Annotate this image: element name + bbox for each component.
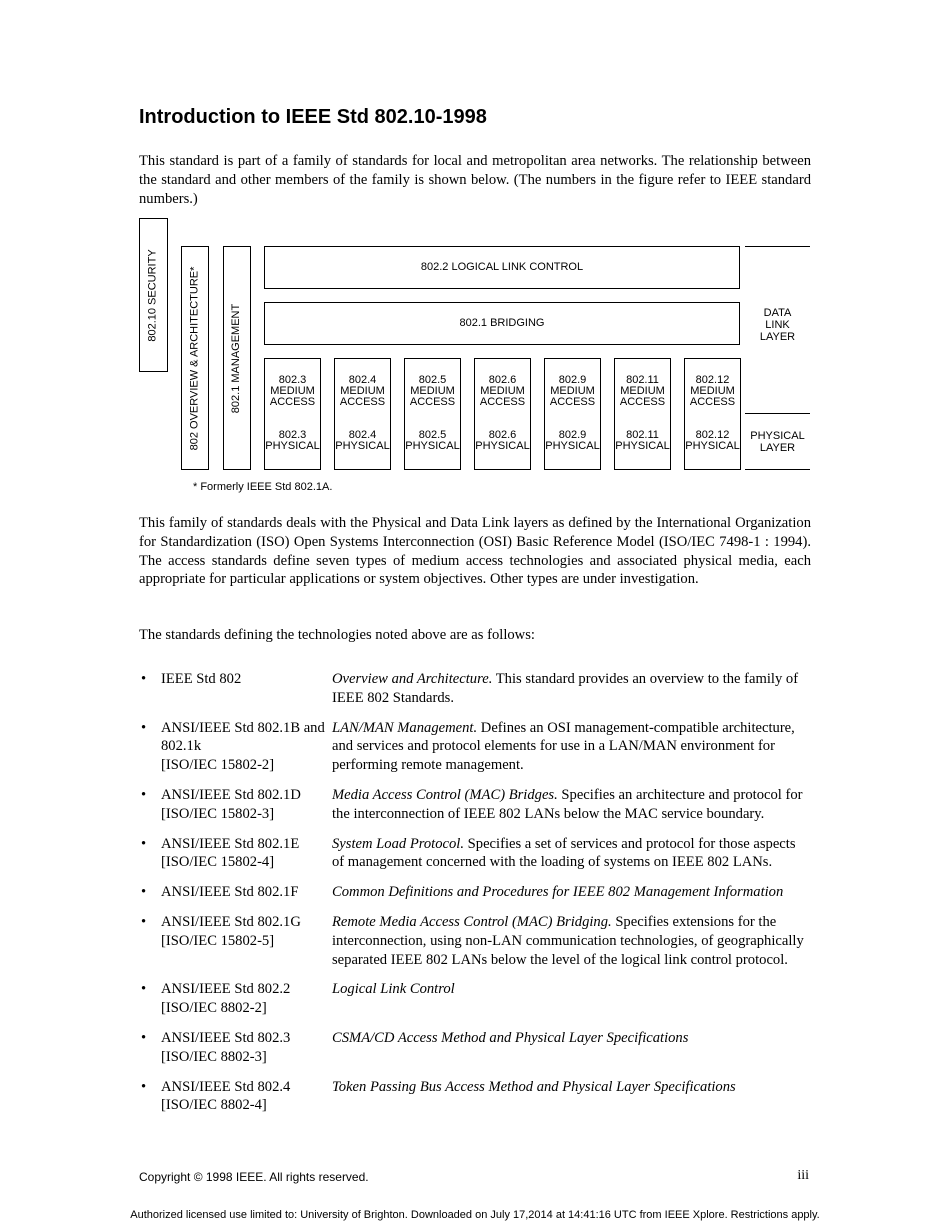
bridging-label: 802.1 BRIDGING (459, 317, 545, 329)
layer-divider-bottom (745, 469, 810, 470)
list-item (139, 980, 811, 1018)
overview-label: 802 OVERVIEW & ARCHITECTURE* (188, 266, 201, 450)
cell-802-3 (264, 358, 321, 470)
management-label: 802.1 MANAGEMENT (230, 303, 243, 413)
data-link-layer-label: DATA LINK LAYER (759, 307, 796, 343)
cell-medium-access: MEDIUM ACCESS (409, 385, 456, 408)
standard-name: ANSI/IEEE Std 802.1E [ISO/IEC 15802-4] (161, 835, 300, 871)
standard-name: ANSI/IEEE Std 802.2 [ISO/IEC 8802-2] (161, 981, 291, 1017)
standard-description: Defines an OSI management-compatible architecture, and services and protocol elements for use in a LAN/MAN environment for performing remote management. (332, 719, 795, 774)
standard-title: Remote Media Access Control (MAC) Bridging. (332, 913, 612, 930)
list-item (139, 1078, 811, 1116)
cell-physical: PHYSICAL (335, 440, 390, 452)
layer-divider-middle (745, 413, 810, 414)
cell-number: 802.9 (558, 374, 587, 386)
bridging-box (264, 302, 740, 345)
list-item (139, 786, 811, 824)
cell-802-12 (684, 358, 741, 470)
list-item (139, 1029, 811, 1067)
standard-description: Specifies extensions for the interconnection, using non-LAN communication technologies, of geographically separated IEEE 802 LANs below the level of the logical link control protocol. (332, 913, 804, 968)
cell-physical: PHYSICAL (475, 440, 530, 452)
cell-physical: PHYSICAL (545, 440, 600, 452)
overview-box (181, 246, 209, 470)
bullet: • (141, 835, 147, 852)
standard-title: Media Access Control (MAC) Bridges. (332, 786, 558, 803)
standard-title: Logical Link Control (332, 981, 455, 998)
list-item (139, 883, 811, 902)
cell-number: 802.11 (626, 374, 659, 386)
standard-title: Common Definitions and Procedures for IEEE 802 Management Information (332, 884, 784, 901)
standard-name: IEEE Std 802 (161, 671, 242, 687)
bullet: • (141, 719, 147, 736)
standard-title: Overview and Architecture. (332, 671, 493, 687)
cell-number: 802.5 (418, 374, 447, 386)
bullet: • (141, 1029, 147, 1046)
cell-number: 802.9 (558, 429, 587, 441)
diagram-footnote: * Formerly IEEE Std 802.1A. (193, 481, 333, 493)
management-box (223, 246, 251, 470)
cell-medium-access: MEDIUM ACCESS (479, 385, 526, 408)
list-item (139, 719, 811, 775)
cell-number: 802.4 (348, 374, 377, 386)
cell-number: 802.3 (278, 374, 307, 386)
family-paragraph: This family of standards deals with the Physical and Data Link layers as defined by the International Organization for Standardization (ISO) Open Systems Interconnection (OSI) Basic Reference Model (ISO/IEC 7498-1 : 1994). The access standards define seven types of medium access technologies and associated physical media, each appropriate for particular applications or system objectives. Other types are under investigation. (139, 515, 811, 588)
bullet: • (141, 884, 147, 901)
bullet: • (141, 671, 147, 687)
bullet: • (141, 981, 147, 998)
bullet: • (141, 786, 147, 803)
list-item (139, 835, 811, 873)
cell-physical: PHYSICAL (615, 440, 670, 452)
cell-number: 802.5 (418, 429, 447, 441)
cell-medium-access: MEDIUM ACCESS (619, 385, 666, 408)
bullet: • (141, 913, 147, 930)
intro-paragraph: This standard is part of a family of standards for local and metropolitan area networks. The relationship between the standard and other members of the family is shown below. (The numbers in the figure refer to IEEE standard numbers.) (139, 153, 811, 207)
security-label: 802.10 SECURITY (147, 248, 160, 342)
standard-title: CSMA/CD Access Method and Physical Layer Specifications (332, 1029, 689, 1046)
cell-802-11 (614, 358, 671, 470)
cell-medium-access: MEDIUM ACCESS (689, 385, 736, 408)
llc-label: 802.2 LOGICAL LINK CONTROL (420, 261, 584, 273)
layer-divider-top (745, 246, 810, 247)
page-number: iii (797, 1168, 809, 1183)
cell-medium-access: MEDIUM ACCESS (549, 385, 596, 408)
cell-medium-access: MEDIUM ACCESS (269, 385, 316, 408)
standard-description: This standard provides an overview to the family of IEEE 802 Standards. (332, 671, 799, 706)
copyright-notice: Copyright © 1998 IEEE. All rights reserved. (139, 1170, 369, 1184)
cell-number: 802.3 (278, 429, 307, 441)
cell-number: 802.12 (695, 374, 730, 386)
cell-number: 802.6 (488, 374, 517, 386)
standard-description: Specifies a set of services and protocol for those aspects of management concerned with the loading of systems on IEEE 802 LANs. (332, 835, 796, 871)
defining-paragraph: The standards defining the technologies noted above are as follows: (139, 627, 535, 643)
standard-title: Token Passing Bus Access Method and Physical Layer Specifications (332, 1078, 736, 1095)
standard-name: ANSI/IEEE Std 802.4 [ISO/IEC 8802-4] (161, 1078, 291, 1114)
page-title: Introduction to IEEE Std 802.10-1998 (139, 106, 487, 128)
physical-layer-label: PHYSICAL LAYER (750, 430, 805, 454)
list-item (139, 670, 811, 708)
standard-name: ANSI/IEEE Std 802.1D [ISO/IEC 15802-3] (161, 786, 301, 822)
cell-medium-access: MEDIUM ACCESS (339, 385, 386, 408)
standard-name: ANSI/IEEE Std 802.3 [ISO/IEC 8802-3] (161, 1029, 291, 1065)
cell-802-4 (334, 358, 391, 470)
list-item (139, 913, 811, 969)
standard-title: System Load Protocol. (332, 835, 465, 852)
standard-description: Specifies an architecture and protocol for the interconnection of IEEE 802 LANs below the MAC service boundary. (332, 786, 803, 822)
standard-name: ANSI/IEEE Std 802.1F (161, 884, 299, 901)
cell-802-6 (474, 358, 531, 470)
authorized-use-notice: Authorized licensed use limited to: University of Brighton. Downloaded on July 17,2014 at 14:41:16 UTC from IEEE Xplore. Restrictions apply. (130, 1209, 820, 1221)
cell-physical: PHYSICAL (685, 440, 740, 452)
cell-number: 802.4 (348, 429, 377, 441)
cell-number: 802.11 (626, 429, 659, 441)
standard-name: ANSI/IEEE Std 802.1B and 802.1k [ISO/IEC 15802-2] (161, 719, 325, 774)
standard-title: LAN/MAN Management. (332, 719, 478, 736)
llc-box (264, 246, 740, 289)
cell-physical: PHYSICAL (405, 440, 460, 452)
standard-name: ANSI/IEEE Std 802.1G [ISO/IEC 15802-5] (161, 913, 301, 949)
standards-list (139, 670, 811, 1126)
cell-802-9 (544, 358, 601, 470)
bullet: • (141, 1078, 147, 1095)
security-box (139, 218, 168, 372)
cell-802-5 (404, 358, 461, 470)
cell-number: 802.6 (488, 429, 517, 441)
cell-physical: PHYSICAL (265, 440, 320, 452)
cell-number: 802.12 (695, 429, 730, 441)
